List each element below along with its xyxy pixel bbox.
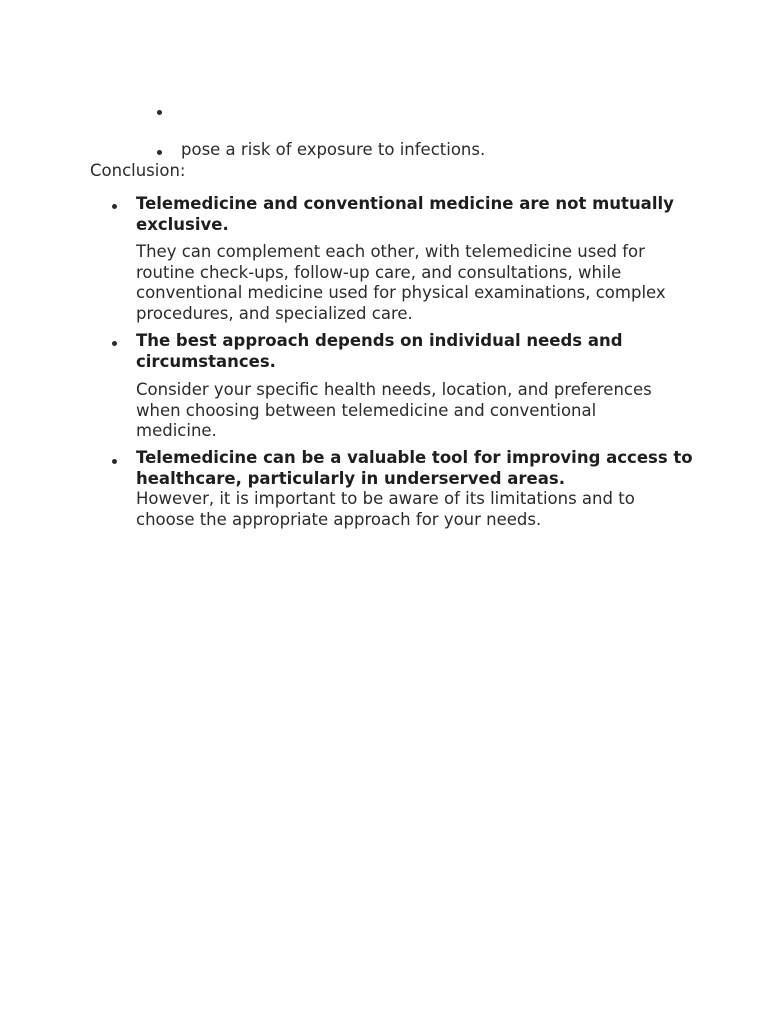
list-item-body: However, it is important to be aware of its limitations and to choose the appropriate approach for your needs.: [136, 489, 635, 529]
list-item-title: Telemedicine and conventional medicine are not mutually exclusive.: [136, 194, 674, 234]
conclusion-heading: Conclusion:: [90, 161, 186, 180]
list-bullet: [157, 150, 162, 155]
list-item-body: They can complement each other, with telemedicine used for routine check-ups, follow-up care, and consultations, while conventional medicine used for physical examinations, complex procedures, and specialized care.: [136, 242, 666, 323]
list-bullet: [112, 204, 117, 209]
list-item-title: The best approach depends on individual needs and circumstances.: [136, 331, 623, 371]
list-bullet: [112, 341, 117, 346]
list-bullet: [112, 459, 117, 464]
list-bullet: [157, 110, 162, 115]
nested-list-item: pose a risk of exposure to infections.: [181, 140, 486, 159]
list-item-title: Telemedicine can be a valuable tool for improving access to healthcare, particularly in underserved areas.: [136, 448, 693, 488]
list-item-body: Consider your specific health needs, location, and preferences when choosing between telemedicine and conventional medicine.: [136, 380, 652, 440]
